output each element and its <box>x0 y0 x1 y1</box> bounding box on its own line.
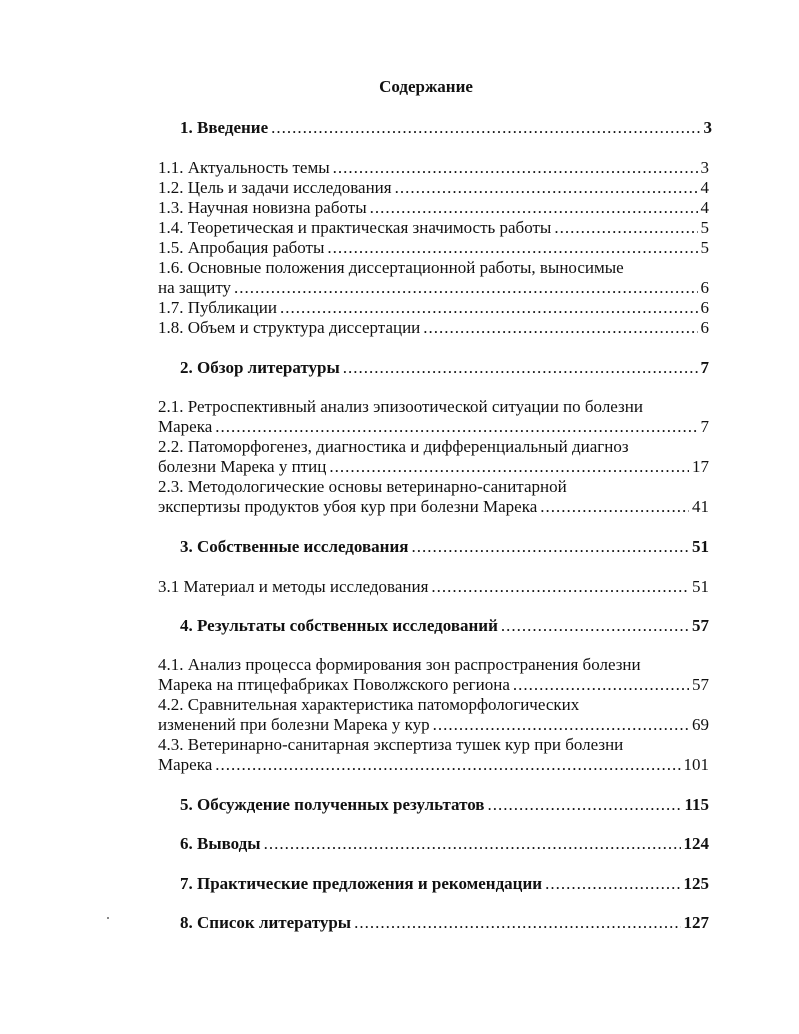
toc-entry-1-6: на защиту ..... 6 <box>158 278 709 298</box>
page-number: 6 <box>700 278 709 297</box>
toc-entry-1-3: 1.3. Научная новизна работы ..... 4 <box>158 198 709 218</box>
page-number: 41 <box>692 497 709 516</box>
page-number: 124 <box>683 834 709 853</box>
page-number: 5 <box>700 238 709 257</box>
dot-leader <box>431 577 689 597</box>
dot-leader <box>540 497 689 517</box>
page-number: 125 <box>683 874 709 893</box>
toc-entry-1-1: 1.1. Актуальность темы ..... 3 <box>158 158 709 178</box>
toc-entry-4-1-line1: 4.1. Анализ процесса формирования зон распространения болезни <box>158 655 641 674</box>
dot-leader <box>370 198 698 218</box>
page-number: 51 <box>692 577 709 596</box>
dot-leader <box>513 675 689 695</box>
toc-entry-2-2-line1: 2.2. Патоморфогенез, диагностика и дифференциальный диагноз <box>158 437 629 456</box>
page-number: 3 <box>703 118 712 137</box>
toc-entry-section-1: 1. Введение ..... 3 <box>180 118 712 138</box>
page-number: 115 <box>684 795 709 814</box>
dot-leader <box>264 834 681 854</box>
page-number: 69 <box>692 715 709 734</box>
page-number: 6 <box>700 298 709 317</box>
dot-leader <box>343 358 698 378</box>
dot-leader <box>545 874 680 894</box>
page-number: 57 <box>692 675 709 694</box>
toc-entry-section-5: 5. Обсуждение полученных результатов ..... 115 <box>180 795 709 815</box>
toc-entry-1-8: 1.8. Объем и структура диссертации ..... 6 <box>158 318 709 338</box>
page-number: 7 <box>700 358 709 377</box>
toc-entry-4-2-line1: 4.2. Сравнительная характеристика патоморфологических <box>158 695 580 714</box>
page-title: Содержание <box>379 77 473 96</box>
page-number: 17 <box>692 457 709 476</box>
page-number: 7 <box>700 417 709 436</box>
page-number: 101 <box>683 755 709 774</box>
dot-leader <box>423 318 697 338</box>
dot-leader <box>354 913 680 933</box>
dot-leader <box>501 616 689 636</box>
toc-entry-4-1: Марека на птицефабриках Поволжского региона ..... 57 <box>158 675 709 695</box>
dot-leader <box>395 178 698 198</box>
toc-entry-4-3-line1: 4.3. Ветеринарно-санитарная экспертиза тушек кур при болезни <box>158 735 624 754</box>
page-number: 127 <box>683 913 709 932</box>
page-number: 4 <box>700 198 709 217</box>
page-number: 3 <box>700 158 709 177</box>
toc-entry-2-1: Марека ..... 7 <box>158 417 709 437</box>
page-number: 6 <box>700 318 709 337</box>
toc-entry-section-6: 6. Выводы ..... 124 <box>180 834 709 854</box>
toc-entry-2-3-line1: 2.3. Методологические основы ветеринарно-санитарной <box>158 477 567 496</box>
dot-leader <box>271 118 700 138</box>
toc-entry-3-1: 3.1 Материал и методы исследования ..... 51 <box>158 577 709 597</box>
toc-entry-1-7: 1.7. Публикации ..... 6 <box>158 298 709 318</box>
page-number: 57 <box>692 616 709 635</box>
dot-leader <box>433 715 689 735</box>
dot-leader <box>333 158 698 178</box>
scan-speck <box>107 917 109 919</box>
dot-leader <box>234 278 697 298</box>
dot-leader <box>329 457 689 477</box>
toc-entry-1-2: 1.2. Цель и задачи исследования ..... 4 <box>158 178 709 198</box>
toc-entry-2-2: болезни Марека у птиц ..... 17 <box>158 457 709 477</box>
page-number: 4 <box>700 178 709 197</box>
dot-leader <box>554 218 697 238</box>
toc-entry-4-2: изменений при болезни Марека у кур ..... 69 <box>158 715 709 735</box>
toc-entry-1-6-line1: 1.6. Основные положения диссертационной работы, выносимые <box>158 258 624 277</box>
dot-leader <box>487 795 681 815</box>
toc-entry-1-5: 1.5. Апробация работы ..... 5 <box>158 238 709 258</box>
toc-entry-section-3: 3. Собственные исследования ..... 51 <box>180 537 709 557</box>
toc-entry-4-3: Марека ..... 101 <box>158 755 709 775</box>
dot-leader <box>280 298 698 318</box>
dot-leader <box>215 755 680 775</box>
toc-entry-section-4: 4. Результаты собственных исследований ..... 57 <box>180 616 709 636</box>
dot-leader <box>215 417 697 437</box>
toc-entry-section-8: 8. Список литературы ..... 127 <box>180 913 709 933</box>
page-number: 5 <box>700 218 709 237</box>
toc-entry-2-1-line1: 2.1. Ретроспективный анализ эпизоотической ситуации по болезни <box>158 397 643 416</box>
toc-entry-1-4: 1.4. Теоретическая и практическая значимость работы ..... 5 <box>158 218 709 238</box>
toc-entry-2-3: экспертизы продуктов убоя кур при болезни Марека ..... 41 <box>158 497 709 517</box>
dot-leader <box>327 238 697 258</box>
toc-entry-section-2: 2. Обзор литературы ..... 7 <box>180 358 709 378</box>
dot-leader <box>411 537 689 557</box>
page-number: 51 <box>692 537 709 556</box>
toc-entry-section-7: 7. Практические предложения и рекомендации ..... 125 <box>180 874 709 894</box>
